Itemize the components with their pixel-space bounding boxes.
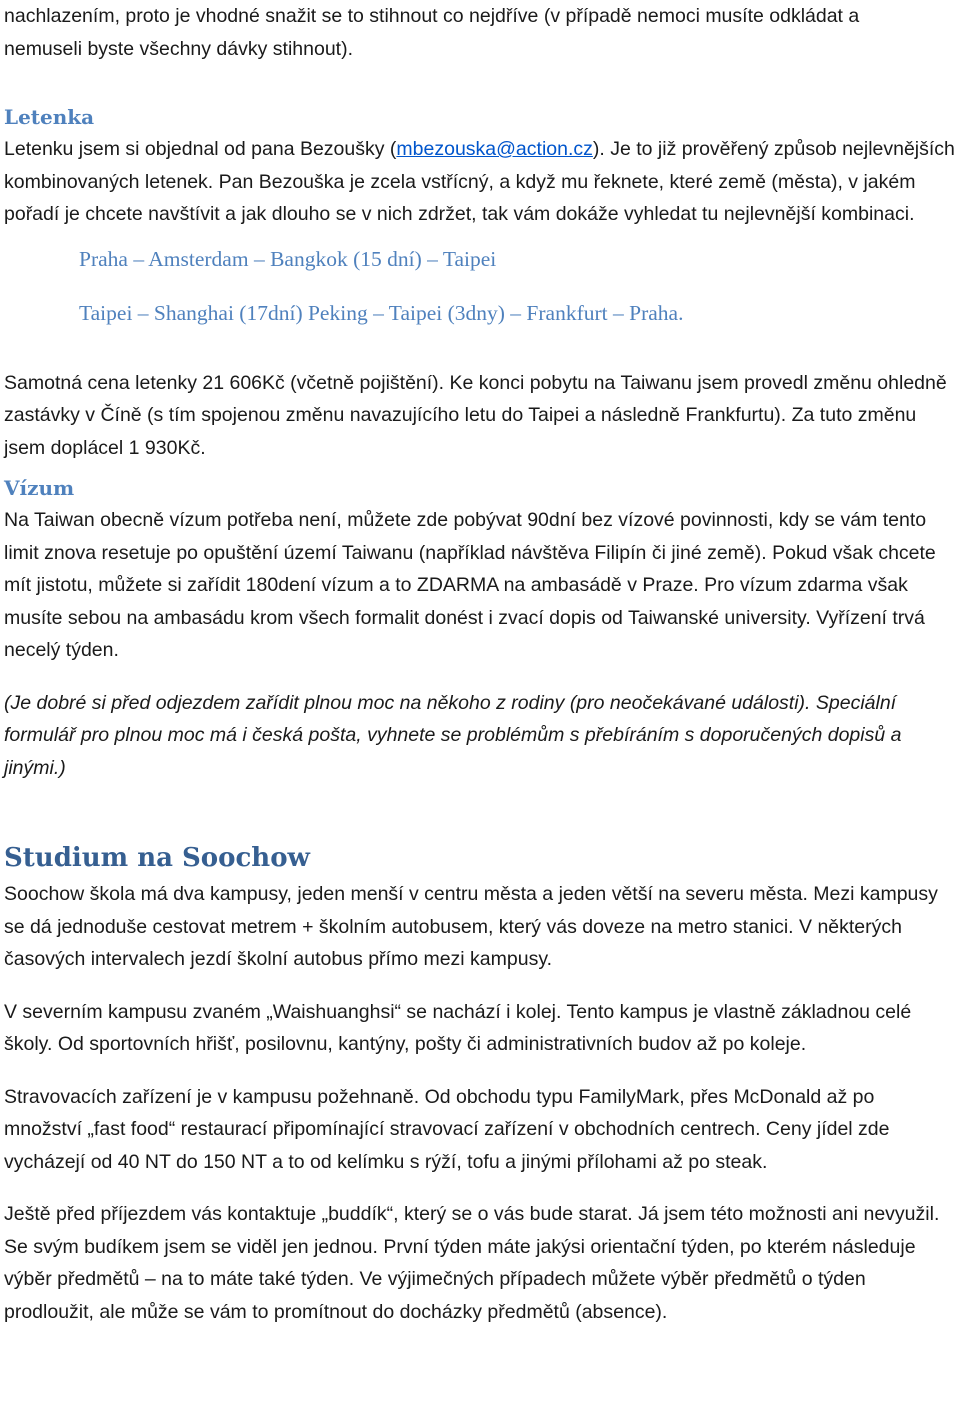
heading-studium: Studium na Soochow [4, 843, 310, 873]
heading-letenka: Letenka [4, 105, 95, 129]
vizum-note: (Je dobré si před odjezdem zařídit plnou moc na někoho z rodiny (pro neočekávané události). Speciální formulář pro plnou moc má i česká pošta, vyhnete se problémům s přebíráním s doporučených dopisů a jinými.) [4, 691, 902, 779]
route-line-1: Praha – Amsterdam – Bangkok (15 dní) – Taipei [79, 246, 497, 271]
letenka-paragraph [4, 133, 956, 231]
route-line-2: Taipei – Shanghai (17dní) Peking – Taipei (3dny) – Frankfurt – Praha. [79, 300, 684, 325]
studium-paragraph-4: Ještě před příjezdem vás kontaktuje „buddík“, který se o vás bude starat. Já jsem této možnosti ani nevyužil. Se svým budíkem jsem se viděl jen jednou. První týden máte jakýsi orientační týden, po kterém následuje výběr předmětů – na to máte také týden. Ve výjimečných případech můžete výběr předmětů o týden prodloužit, ale může se vám to promítnout do docházky předmětů (absence). [4, 1203, 940, 1323]
studium-paragraph-2: V severním kampusu zvaném „Waishuanghsi“ se nachází i kolej. Tento kampus je vlastně základnou celé školy. Od sportovních hřišť, posilovnu, kantýny, pošty či administrativních budov až po koleje. [4, 1000, 912, 1055]
email-link[interactable]: mbezouska@action.cz [396, 138, 593, 160]
studium-paragraph-3: Stravovacích zařízení je v kampusu požehnaně. Od obchodu typu FamilyMark, přes McDonald až po množství „fast food“ restaurací připomínající stravovací zařízení v obchodních centrech. Ceny jídel zde vycházejí od 40 NT do 150 NT a to od kelímku s rýží, tofu a jinými přílohami až po steak. [4, 1085, 890, 1173]
letenka-price-paragraph: Samotná cena letenky 21 606Kč (včetně pojištění). Ke konci pobytu na Taiwanu jsem provedl změnu ohledně zastávky v Číně (s tím spojenou změnu navazujícího letu do Taipei a následně Frankfurtu). Za tuto změnu jsem doplácel 1 930Kč. [4, 371, 947, 459]
vizum-paragraph: Na Taiwan obecně vízum potřeba není, můžete zde pobývat 90dní bez vízové povinnosti, kdy se vám tento limit znova resetuje po opuštění území Taiwanu (například návštěva Filipín či jiné země). Pokud však chcete mít jistotu, můžete si zařídit 180dení vízum a to ZDARMA na ambasádě v Praze. Pro vízum zdarma však musíte sebou na ambasádu krom všech formalit donést i zvací dopis od Taiwanské university. Vyřízení trvá necelý týden. [4, 509, 936, 661]
intro-line-1: nachlazením, proto je vhodné snažit se to stihnout co nejdříve (v případě nemoci musíte odkládat a [4, 5, 860, 27]
letenka-text-end: ). Je to již prověřený způsob nejlevnějších kombinovaných letenek. Pan Bezouška je zcela vstřícný, a když mu řeknete, které země (města), v jakém pořadí je chcete navštívit a jak dlouho se v nich zdržet, tak vám dokáže vyhledat tu nejlevnější kombinaci. [4, 138, 955, 225]
heading-vizum: Vízum [4, 476, 75, 500]
letenka-text-start: Letenku jsem si objednal od pana Bezoušky ( [4, 138, 397, 160]
route-block [4, 243, 956, 329]
intro-line-2: nemuseli byste všechny dávky stihnout). [4, 37, 354, 60]
studium-paragraph-1: Soochow škola má dva kampusy, jeden menší v centru města a jeden větší na severu města. Mezi kampusy se dá jednoduše cestovat metrem + školním autobusem, který vás doveze na metro stanici. V některých časových intervalech jezdí školní autobus přímo mezi kampusy. [4, 883, 938, 970]
